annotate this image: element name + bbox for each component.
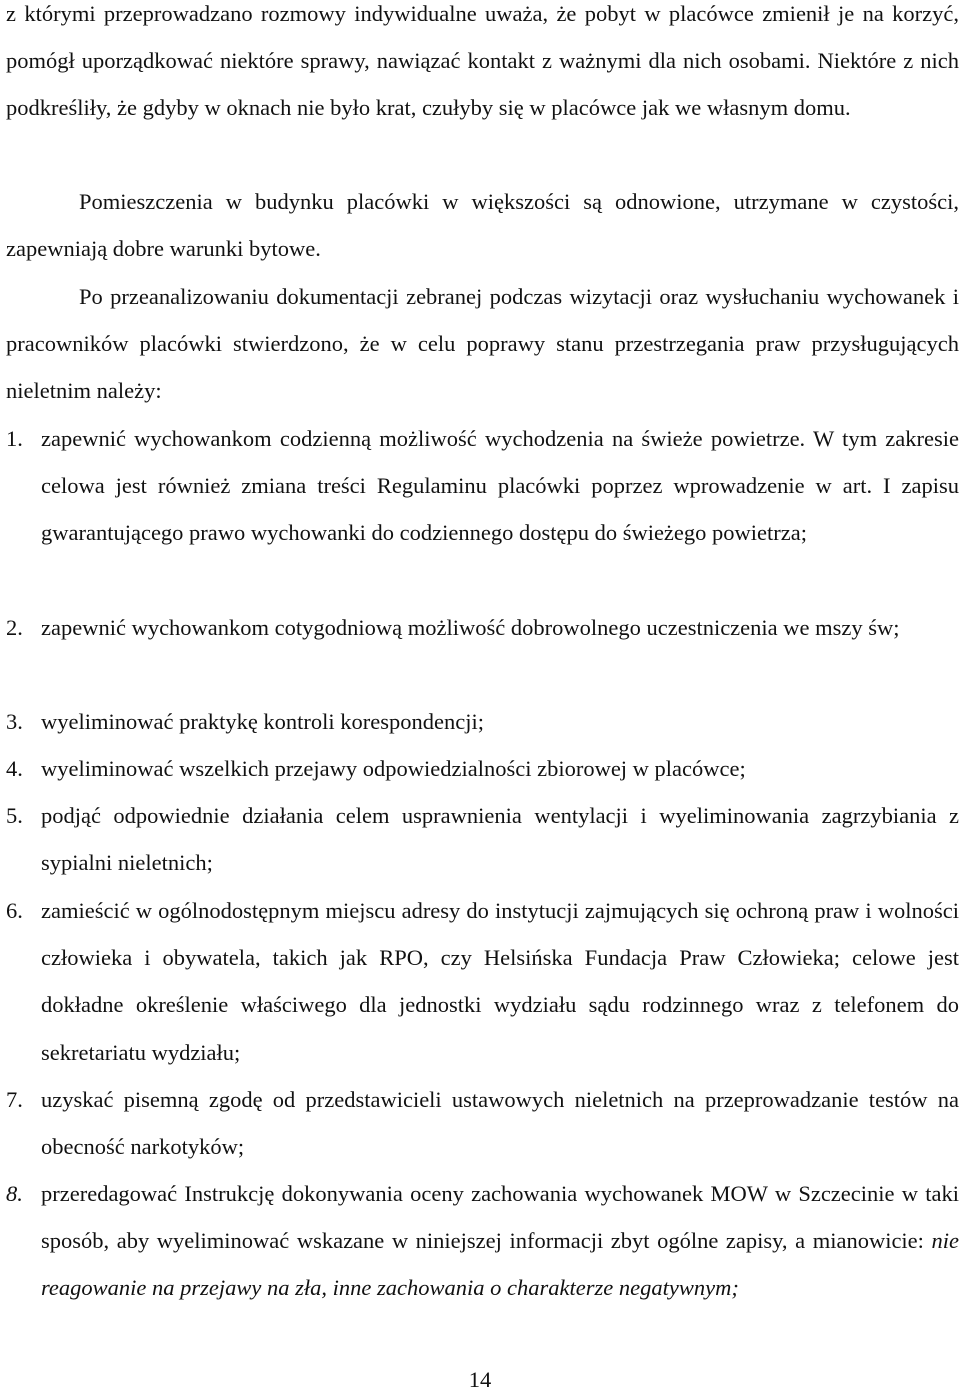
- list-item-number: 6.: [6, 898, 23, 923]
- list-item: [6, 745, 959, 792]
- list-item-text: zapewnić wychowankom codzienną możliwość wychodzenia na świeże powietrze. W tym zakresie celowa jest również zmiana treści Regulaminu placówki poprzez wprowadzenie w art. I zapisu gwarantującego prawo wychowanki do codziennego dostępu do świeżego powietrza;: [41, 426, 959, 546]
- list-item-number: 5.: [6, 803, 23, 828]
- list-item-number: 1.: [6, 426, 23, 451]
- list-item-text-regular: przeredagować Instrukcję dokonywania oceny zachowania wychowanek MOW w Szczecinie w taki sposób, aby wyeliminować wskazane w niniejszej informacji zbyt ogólne zapisy, a mianowicie:: [41, 1181, 959, 1254]
- list-item-number: 4.: [6, 756, 23, 781]
- list-item-text: wyeliminować praktykę kontroli korespondencji;: [41, 709, 485, 734]
- list-item-number: 2.: [6, 615, 23, 640]
- list-item: [6, 604, 959, 651]
- list-item: [6, 1076, 959, 1170]
- list-item: [6, 1170, 959, 1312]
- paragraph-findings: Po przeanalizowaniu dokumentacji zebranej podczas wizytacji oraz wysłuchaniu wychowanek i pracowników placówki stwierdzono, że w celu poprawy stanu przestrzegania praw przysługujących nieletnim należy:: [6, 284, 959, 404]
- list-item-number: 3.: [6, 709, 23, 734]
- page-number: 14: [468, 1367, 492, 1392]
- list-item: [6, 415, 959, 557]
- list-item-text: podjąć odpowiednie działania celem usprawnienia wentylacji i wyeliminowania zagrzybiania z sypialni nieletnich;: [41, 803, 959, 876]
- list-item: [6, 887, 959, 1076]
- list-item-text: uzyskać pisemną zgodę od przedstawicieli ustawowych nieletnich na przeprowadzanie testów na obecność narkotyków;: [41, 1087, 959, 1160]
- list-item-text-italic: nie reagowanie na przejawy na zła, inne zachowania o charakterze negatywnym;: [41, 1228, 960, 1301]
- list-item-text: wyeliminować wszelkich przejawy odpowiedzialności zbiorowej w placówce;: [41, 756, 746, 781]
- list-item: [6, 698, 959, 745]
- list-item-text: zamieścić w ogólnodostępnym miejscu adresy do instytucji zajmujących się ochroną praw i wolności człowieka i obywatela, takich jak RPO, czy Helsińska Fundacja Praw Człowieka; celowe jest dokładne określenie właściwego dla jednostki wydziału sądu rodzinnego wraz z telefonem do sekretariatu wydziału;: [41, 898, 959, 1065]
- list-item-text: [41, 1170, 959, 1312]
- paragraph-premises: Pomieszczenia w budynku placówki w większości są odnowione, utrzymane w czystości, zapewniają dobre warunki bytowe.: [6, 189, 959, 262]
- paragraph-intro: z którymi przeprowadzano rozmowy indywidualne uważa, że pobyt w placówce zmienił je na korzyć, pomógł uporządkować niektóre sprawy, nawiązać kontakt z ważnymi dla nich osobami. Niektóre z nich podkreśliły, że gdyby w oknach nie było krat, czułyby się w placówce jak we własnym domu.: [6, 1, 959, 121]
- list-item-text: zapewnić wychowankom cotygodniową możliwość dobrowolnego uczestniczenia we mszy św;: [41, 615, 900, 640]
- list-item: [6, 792, 959, 886]
- list-item-number: 7.: [6, 1087, 23, 1112]
- list-item-number: 8.: [6, 1181, 23, 1206]
